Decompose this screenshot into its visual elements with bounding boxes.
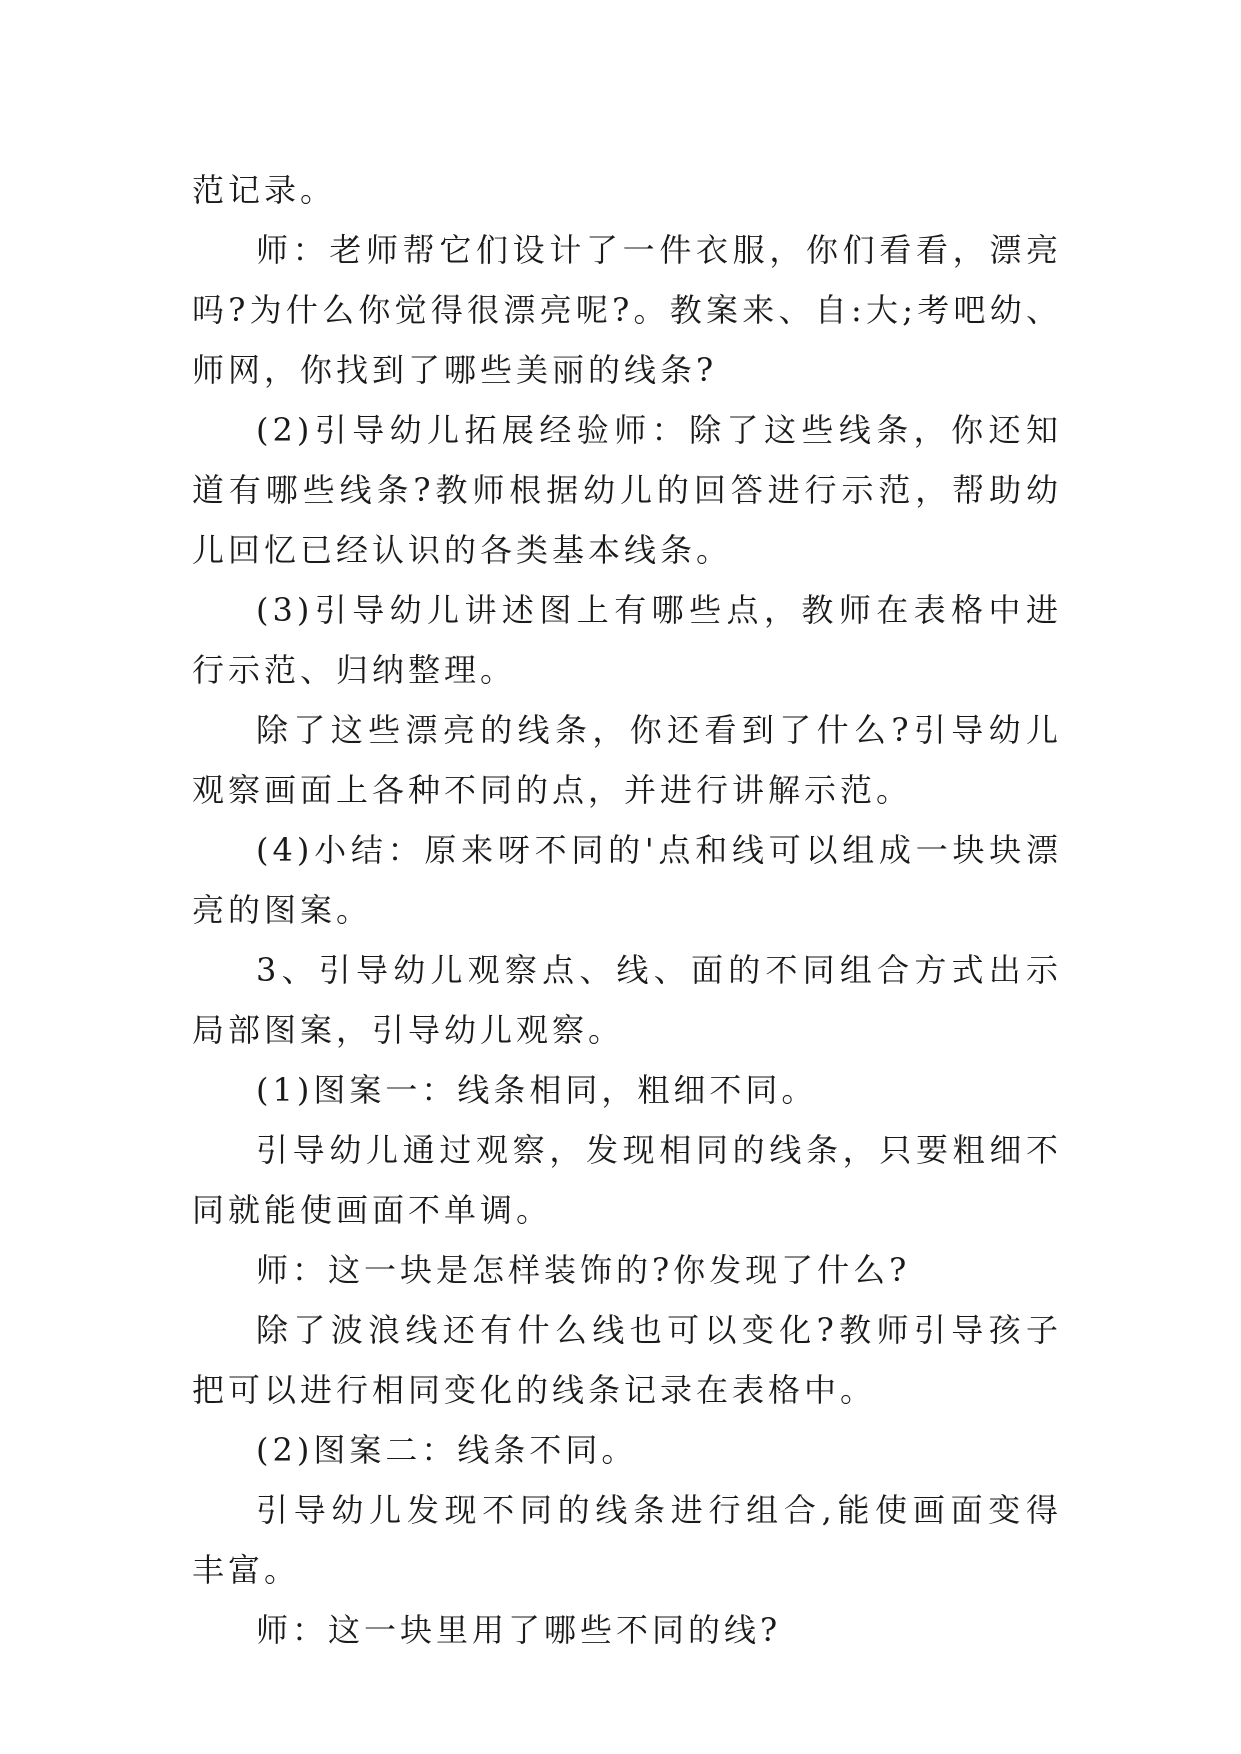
paragraph: 范记录。 bbox=[192, 171, 337, 209]
paragraph: 师：这一块是怎样装饰的?你发现了什么? bbox=[256, 1251, 911, 1289]
paragraph: 3、引导幼儿观察点、线、面的不同组合方式出示局部图案，引导幼儿观察。 bbox=[192, 951, 1062, 1049]
document-body bbox=[192, 160, 1062, 1660]
paragraph: 师：这一块里用了哪些不同的线? bbox=[256, 1611, 782, 1649]
paragraph: 引导幼儿通过观察，发现相同的线条，只要粗细不同就能使画面不单调。 bbox=[192, 1131, 1062, 1229]
paragraph: (4)小结：原来呀不同的'点和线可以组成一块块漂亮的图案。 bbox=[192, 831, 1062, 929]
paragraph: (1)图案一：线条相同，粗细不同。 bbox=[256, 1071, 818, 1109]
paragraph: (3)引导幼儿讲述图上有哪些点，教师在表格中进行示范、归纳整理。 bbox=[192, 591, 1062, 689]
paragraph: 除了波浪线还有什么线也可以变化?教师引导孩子把可以进行相同变化的线条记录在表格中。 bbox=[192, 1311, 1062, 1409]
paragraph: (2)引导幼儿拓展经验师：除了这些线条，你还知道有哪些线条?教师根据幼儿的回答进行示范，帮助幼儿回忆已经认识的各类基本线条。 bbox=[192, 411, 1062, 569]
paragraph: 除了这些漂亮的线条，你还看到了什么?引导幼儿观察画面上各种不同的点，并进行讲解示范。 bbox=[192, 711, 1062, 809]
paragraph: (2)图案二：线条不同。 bbox=[256, 1431, 638, 1469]
paragraph: 引导幼儿发现不同的线条进行组合,能使画面变得丰富。 bbox=[192, 1491, 1062, 1589]
paragraph: 师：老师帮它们设计了一件衣服，你们看看，漂亮吗?为什么你觉得很漂亮呢?。教案来、自:大;考吧幼、师网，你找到了哪些美丽的线条? bbox=[192, 231, 1062, 389]
